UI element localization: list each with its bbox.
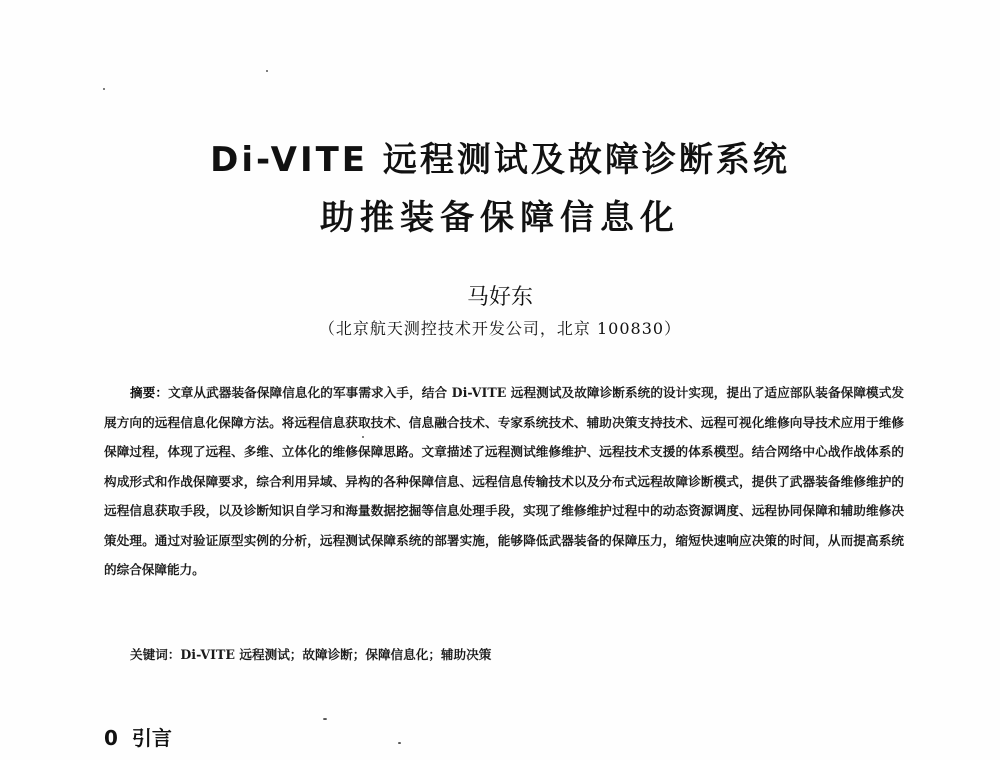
section-title: 引言 <box>131 726 172 750</box>
author-affiliation: （北京航天测控技术开发公司，北京 100830） <box>318 319 682 338</box>
paper-title-line-1: Di-VITE 远程测试及故障诊断系统 <box>210 140 790 180</box>
section-number: 0 <box>104 726 118 750</box>
keywords-text: Di-VITE 远程测试；故障诊断；保障信息化；辅助决策 <box>180 647 492 662</box>
scan-speck <box>323 718 327 720</box>
author-name: 马好东 <box>466 285 533 310</box>
section-heading-introduction <box>104 722 172 751</box>
abstract-text: 文章从武器装备保障信息化的军事需求入手，结合 Di-VITE 远程测试及故障诊断系统的设计实现，提出了适应部队装备保障模式发展方向的远程信息化保障方法。将远程信息获取技术、信息融合技术、专家系统技术、辅助决策支持技术、远程可视化维修向导技术应用于维修保障过程，体现了远程、多维、立体化的维修保障思路。文章描述了远程测试维修维护、远程技术支援的体系模型。结合网络中心战作战体系的构成形式和作战保障要求，综合利用异域、异构的各种保障信息、远程信息传输技术以及分布式远程故障诊断模式，提供了武器装备维修维护的远程信息获取手段，以及诊断知识自学习和海量数据挖掘等信息处理手段，实现了维修维护过程中的动态资源调度、远程协同保障和辅助维修决策处理。通过对验证原型实例的分析，远程测试保障系统的部署实施，能够降低武器装备的保障压力，缩短快速响应决策的时间，从而提高系统的综合保障能力。 <box>104 385 904 577</box>
paper-title-line-2: 助推装备保障信息化 <box>320 198 680 238</box>
abstract <box>104 378 904 585</box>
keywords-label: 关键词： <box>130 647 181 662</box>
scan-speck <box>398 742 401 744</box>
keywords <box>130 644 900 663</box>
scan-speck <box>266 70 268 72</box>
scan-speck <box>103 88 105 90</box>
abstract-label: 摘要： <box>130 385 169 400</box>
